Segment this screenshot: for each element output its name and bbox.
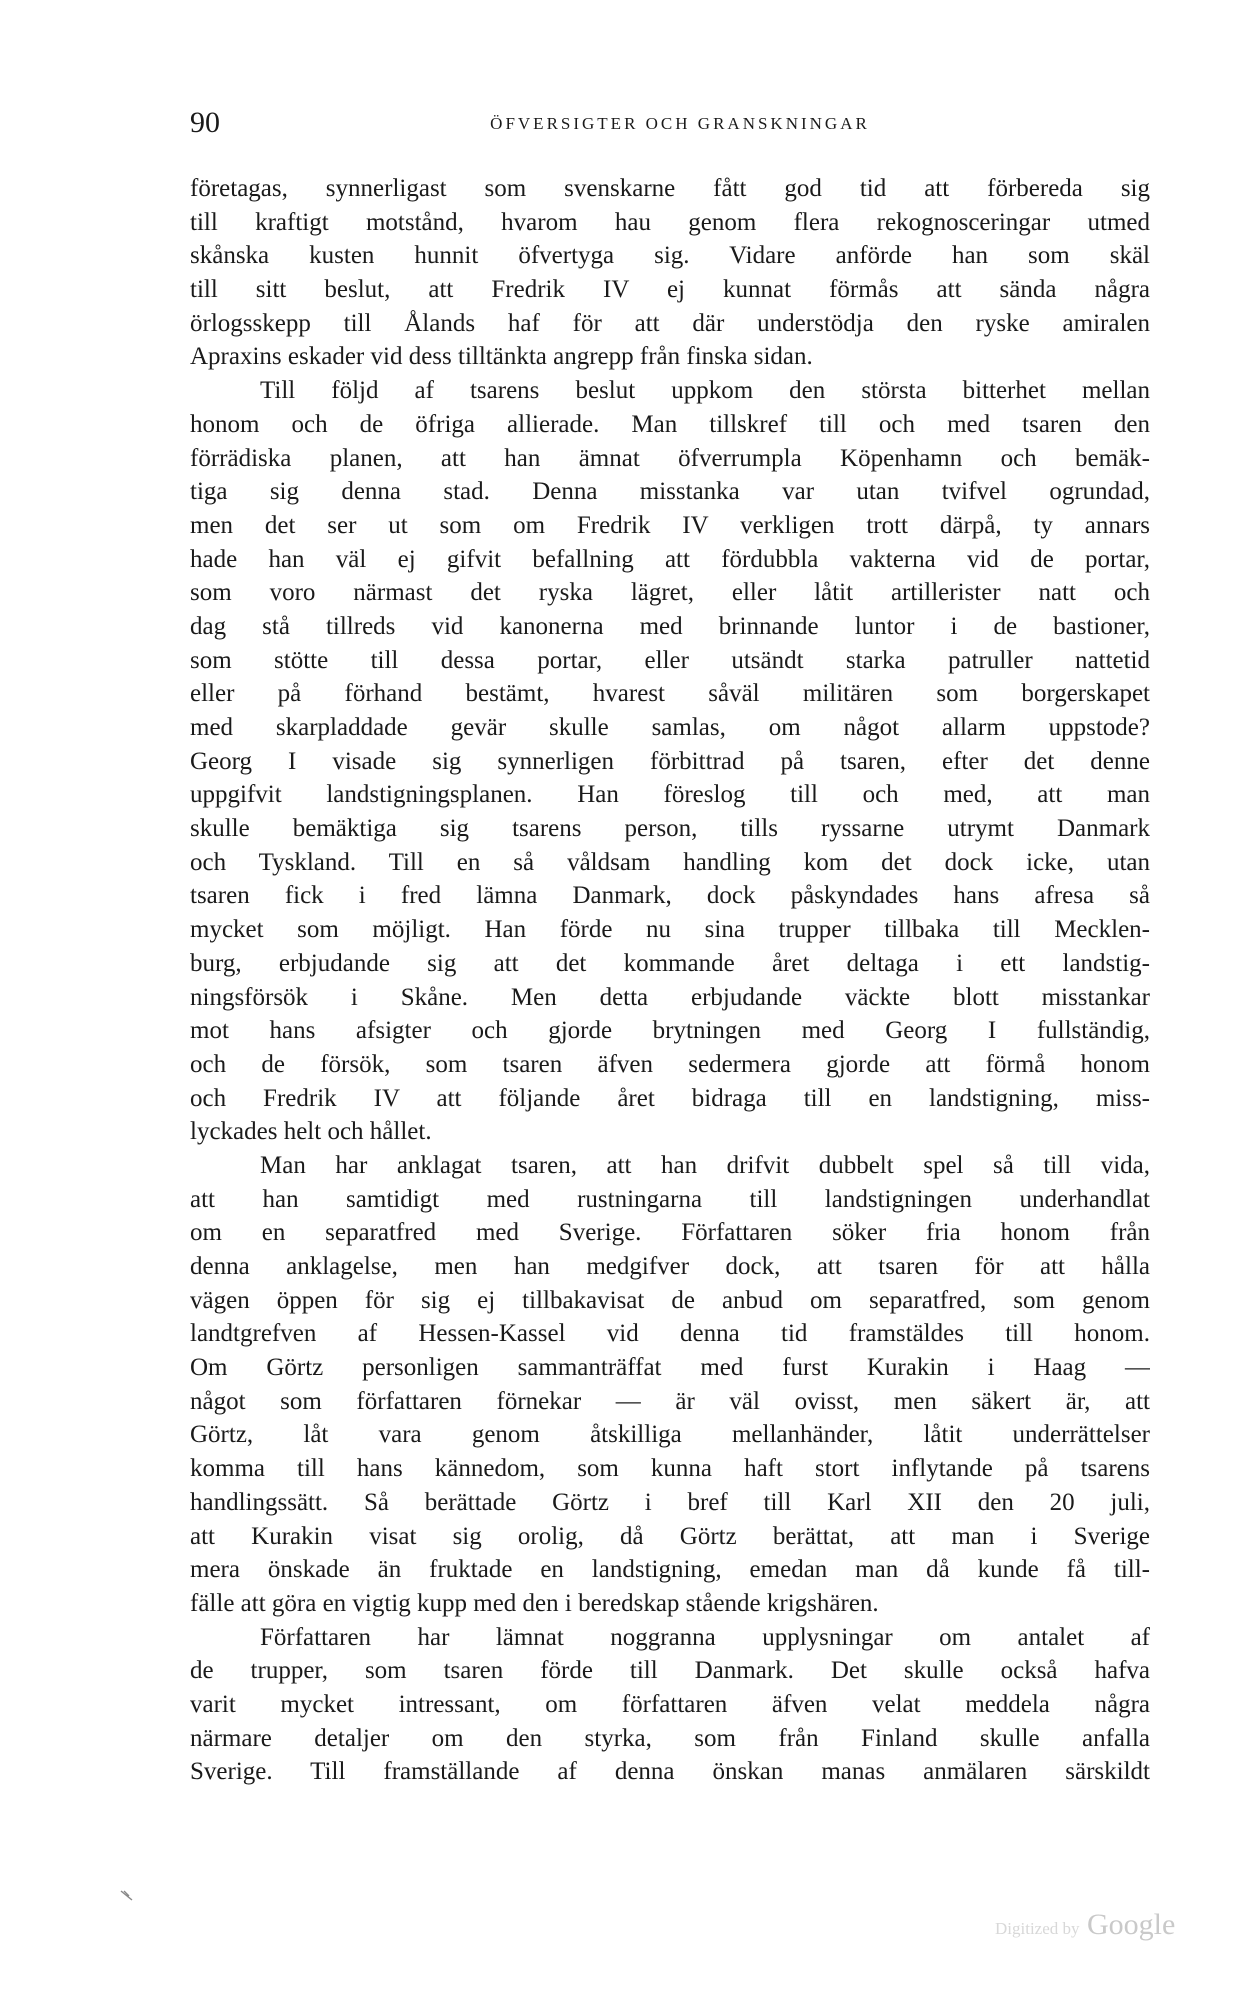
text-line: örlogsskepp till Ålands haf för att där understödja den ryske amiralen [190, 309, 1150, 337]
text-line: mera önskade än fruktade en landstigning, emedan man då kunde få till- [190, 1556, 1150, 1584]
text-line: mycket som möjligt. Han förde nu sina trupper tillbaka till Mecklen- [190, 916, 1150, 944]
page-header [190, 100, 1150, 150]
text-line: vägen öppen för sig ej tillbakavisat de anbud om separatfred, som genom [190, 1286, 1150, 1314]
text-line: något som författaren förnekar — är väl ovisst, men säkert är, att [190, 1387, 1150, 1415]
text-line: komma till hans kännedom, som kunna haft stort inflytande på tsarens [190, 1455, 1150, 1483]
text-line: att han samtidigt med rustningarna till landstigningen underhandlat [190, 1185, 1150, 1213]
text-line: till sitt beslut, att Fredrik IV ej kunnat förmås att sända några [190, 276, 1150, 304]
text-line: handlingssätt. Så berättade Görtz i bref till Karl XII den 20 juli, [190, 1488, 1150, 1516]
text-line: Sverige. Till framställande af denna önskan manas anmälaren särskildt [190, 1758, 1150, 1786]
digitized-watermark [995, 1908, 1175, 1942]
text-line: Apraxins eskader vid dess tilltänkta angrepp från finska sidan. [190, 343, 813, 371]
text-line: fälle att göra en vigtig kupp med den i beredskap stående krigshären. [190, 1589, 879, 1617]
text-line: skulle bemäktiga sig tsarens person, tills ryssarne utrymt Danmark [190, 815, 1150, 843]
text-line: och de försök, som tsaren äfven sedermera gjorde att förmå honom [190, 1050, 1150, 1078]
text-line: eller på förhand bestämt, hvarest såväl militären som borgerskapet [190, 680, 1150, 708]
text-line: och Tyskland. Till en så våldsam handling kom det dock icke, utan [190, 848, 1150, 876]
text-line: lyckades helt och hållet. [190, 1118, 432, 1146]
text-line: hade han väl ej gifvit befallning att fördubbla vakterna vid de portar, [190, 545, 1150, 573]
body-text [190, 172, 1150, 1789]
text-line: uppgifvit landstigningsplanen. Han föreslog till och med, att man [190, 781, 1150, 809]
text-line: Görtz, låt vara genom åtskilliga mellanhänder, låtit underrättelser [190, 1421, 1150, 1449]
text-line: landtgrefven af Hessen-Kassel vid denna tid framstäldes till honom. [190, 1320, 1150, 1348]
text-line: som voro närmast det ryska lägret, eller låtit artillerister natt och [190, 579, 1150, 607]
text-line: burg, erbjudande sig att det kommande året deltaga i ett landstig- [190, 949, 1150, 977]
running-head: ÖFVERSIGTER OCH GRANSKNINGAR [490, 114, 870, 133]
text-line: Georg I visade sig synnerligen förbittrad på tsaren, efter det denne [190, 747, 1150, 775]
stray-mark-icon [120, 1890, 138, 1904]
text-line: Om Görtz personligen sammanträffat med furst Kurakin i Haag — [190, 1354, 1150, 1382]
text-line: och Fredrik IV att följande året bidraga till en landstigning, miss- [190, 1084, 1150, 1112]
text-line: Författaren har lämnat noggranna upplysningar om antalet af [260, 1623, 1150, 1651]
text-line: Till följd af tsarens beslut uppkom den största bitterhet mellan [260, 377, 1150, 405]
watermark-prefix: Digitized by [995, 1919, 1080, 1938]
text-line: mot hans afsigter och gjorde brytningen med Georg I fullständig, [190, 1017, 1150, 1045]
text-line: dag stå tillreds vid kanonerna med brinnande luntor i de bastioner, [190, 612, 1150, 640]
text-line: förrädiska planen, att han ämnat öfverrumpla Köpenhamn och bemäk- [190, 444, 1150, 472]
text-line: varit mycket intressant, om författaren äfven velat meddela några [190, 1690, 1150, 1718]
text-line: denna anklagelse, men han medgifver dock, att tsaren för att hålla [190, 1253, 1150, 1280]
text-line: företagas, synnerligast som svenskarne fått god tid att förbereda sig [190, 175, 1150, 202]
text-line: men det ser ut som om Fredrik IV verkligen trott därpå, ty annars [190, 511, 1150, 539]
text-line: med skarpladdade gevär skulle samlas, om något allarm uppstode? [190, 714, 1150, 741]
text-line: ningsförsök i Skåne. Men detta erbjudande väckte blott misstankar [190, 983, 1150, 1011]
text-line: om en separatfred med Sverige. Författaren söker fria honom från [190, 1219, 1150, 1247]
text-line: att Kurakin visat sig orolig, då Görtz berättat, att man i Sverige [190, 1522, 1150, 1550]
text-line: tsaren fick i fred lämna Danmark, dock påskyndades hans afresa så [190, 882, 1150, 910]
text-line: skånska kusten hunnit öfvertyga sig. Vidare anförde han som skäl [190, 242, 1150, 270]
text-line: honom och de öfriga allierade. Man tillskref till och med tsaren den [190, 410, 1150, 438]
watermark-brand: Google [1087, 1908, 1176, 1941]
page-number: 90 [190, 106, 220, 139]
text-line: som stötte till dessa portar, eller utsändt starka patruller nattetid [190, 646, 1150, 674]
text-line: Man har anklagat tsaren, att han drifvit dubbelt spel så till vida, [260, 1151, 1150, 1179]
text-line: närmare detaljer om den styrka, som från Finland skulle anfalla [190, 1724, 1150, 1752]
text-line: till kraftigt motstånd, hvarom hau genom flera rekognosceringar utmed [190, 208, 1150, 236]
text-line: tiga sig denna stad. Denna misstanka var utan tvifvel ogrundad, [190, 478, 1150, 506]
text-line: de trupper, som tsaren förde till Danmark. Det skulle också hafva [190, 1657, 1150, 1685]
